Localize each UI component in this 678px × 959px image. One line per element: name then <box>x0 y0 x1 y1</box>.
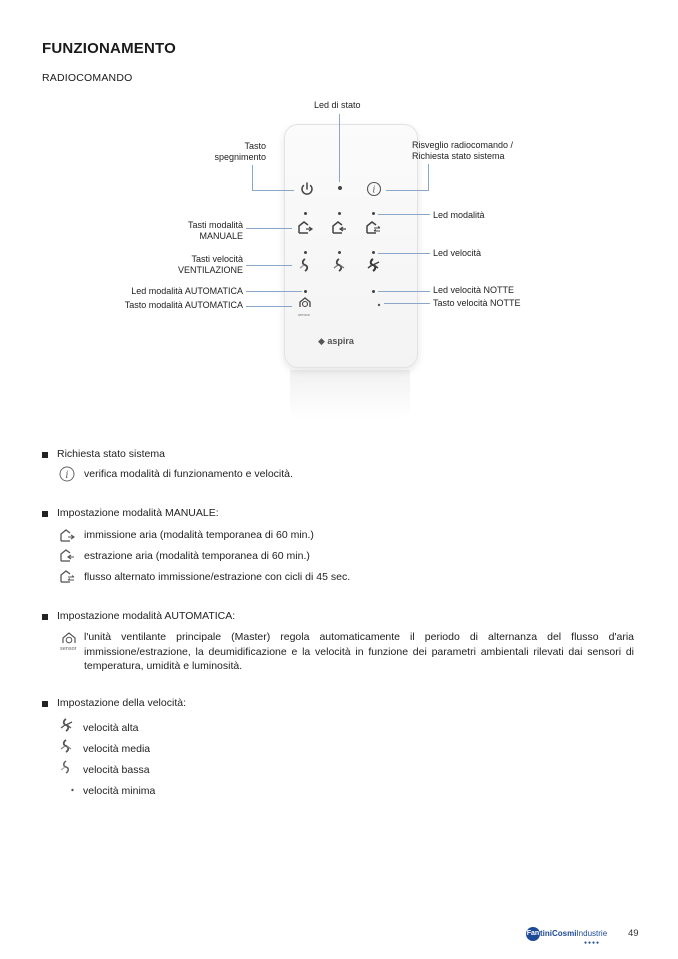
list-item-text: immissione aria (modalità temporanea di 60 min.) <box>84 529 314 541</box>
page-number: 49 <box>628 928 639 939</box>
fan-low-icon <box>296 256 314 274</box>
leader-line <box>252 190 294 191</box>
fan-high-icon <box>364 256 382 274</box>
label-tasti-velocita: Tasti velocità VENTILAZIONE <box>177 254 243 275</box>
sensor-label: sensor <box>60 646 77 652</box>
label-tasto-notte: Tasto velocità NOTTE <box>433 298 521 308</box>
status-led <box>338 186 342 190</box>
svg-text:i: i <box>65 470 69 481</box>
night-led <box>372 290 375 293</box>
label-led-notte: Led velocità NOTTE <box>433 285 515 295</box>
label-led-stato: Led di stato <box>314 100 361 110</box>
svg-text:i: i <box>372 185 376 196</box>
mode-led <box>304 212 307 215</box>
mode-led <box>338 212 341 215</box>
logo-mark: Fan <box>526 927 540 941</box>
logo-dots: ●●●● <box>584 940 601 946</box>
remote-brand: ◆ aspira <box>318 336 354 346</box>
list-item-text: velocità alta <box>83 722 139 734</box>
list-item-text: flusso alternato immissione/estrazione con cicli di 45 sec. <box>84 571 351 583</box>
automatica-paragraph: l'unità ventilante principale (Master) regola automaticamente il periodo di alternanza del flusso d'aria immissione/estrazione, la deumidificazione e la velocità in funzione dei parametri ambientali rilevati dai sensori di temperatura, umidità e luminosità. <box>84 631 634 672</box>
speed-led <box>372 251 375 254</box>
label-tasti-manuale: Tasti modalità MANUALE <box>187 220 243 241</box>
auto-led <box>304 290 307 293</box>
leader-line <box>384 303 430 304</box>
power-icon <box>298 180 316 198</box>
info-icon <box>58 465 76 483</box>
label-tasto-spegnimento: Tasto spegnimento <box>214 141 266 162</box>
house-arrow-out-icon <box>330 218 348 236</box>
house-arrow-out-icon <box>58 546 76 564</box>
leader-line <box>246 291 302 292</box>
night-speed-icon <box>57 779 75 797</box>
section-heading: Impostazione modalità MANUALE: <box>57 507 219 519</box>
label-tasto-automatica: Tasto modalità AUTOMATICA <box>124 300 243 310</box>
page-title: FUNZIONAMENTO <box>42 40 176 57</box>
leader-line <box>246 228 292 229</box>
list-item-text: estrazione aria (modalità temporanea di 60 min.) <box>84 550 310 562</box>
list-item-text: velocità media <box>83 743 151 755</box>
bullet <box>42 701 48 707</box>
page-subtitle: RADIOCOMANDO <box>42 72 133 84</box>
label-risveglio: Risveglio radiocomando / Richiesta stato sistema <box>412 140 514 161</box>
leader-line <box>378 214 430 215</box>
night-speed-icon <box>364 294 382 312</box>
remote-reflection <box>290 370 410 420</box>
house-arrow-in-icon <box>58 526 76 544</box>
sensor-icon <box>296 294 314 312</box>
list-item-text: velocità bassa <box>83 764 150 776</box>
bullet <box>42 511 48 517</box>
speed-led <box>338 251 341 254</box>
leader-line <box>246 306 292 307</box>
remote-body <box>284 124 418 368</box>
mode-led <box>372 212 375 215</box>
fan-high-icon <box>57 716 75 734</box>
leader-line <box>246 265 292 266</box>
fan-low-icon <box>57 758 75 776</box>
fan-medium-icon <box>57 737 75 755</box>
section-heading: Richiesta stato sistema <box>57 448 165 460</box>
house-arrow-in-icon <box>296 218 314 236</box>
speed-led <box>304 251 307 254</box>
leader-line <box>386 190 429 191</box>
leader-line <box>378 291 430 292</box>
list-item-text: velocità minima <box>83 785 156 797</box>
label-led-automatica: Led modalità AUTOMATICA <box>131 286 243 296</box>
house-arrow-both-icon <box>364 218 382 236</box>
info-icon <box>365 180 383 198</box>
leader-line <box>339 114 340 182</box>
house-arrow-both-icon <box>58 567 76 585</box>
label-led-modalita: Led modalità <box>433 210 485 220</box>
leader-line <box>428 164 429 190</box>
logo-text: tiniCosmiIndustrie <box>540 929 608 938</box>
leader-line <box>378 253 430 254</box>
leader-line <box>252 165 253 190</box>
fan-medium-icon <box>330 256 348 274</box>
remote-sensor-label: sensor <box>298 312 311 317</box>
section-heading: Impostazione della velocità: <box>57 697 186 709</box>
list-item-text: verifica modalità di funzionamento e velocità. <box>84 468 293 480</box>
bullet <box>42 452 48 458</box>
label-led-velocita: Led velocità <box>433 248 482 258</box>
section-heading: Impostazione modalità AUTOMATICA: <box>57 610 236 622</box>
bullet <box>42 614 48 620</box>
